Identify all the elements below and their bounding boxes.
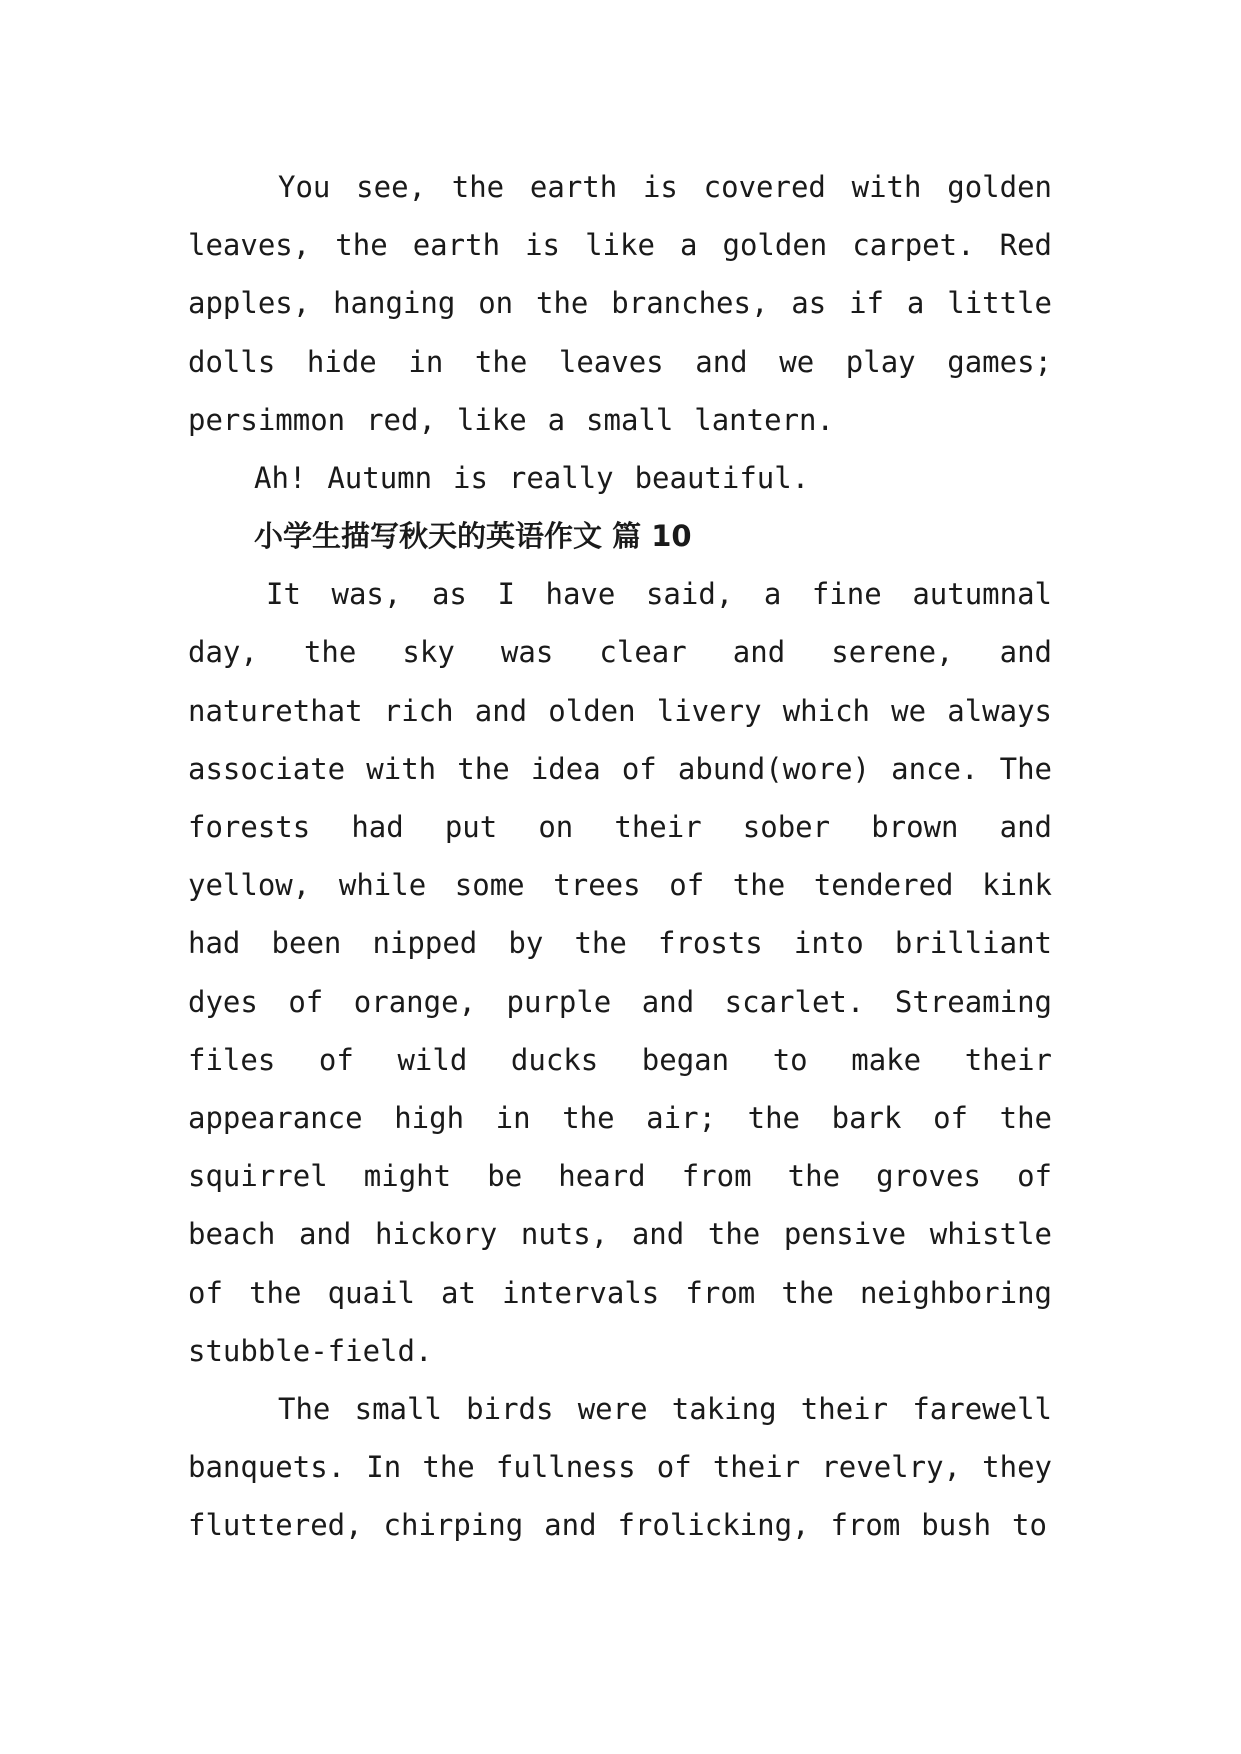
section-heading: 小学生描写秋天的英语作文 篇 10: [254, 519, 692, 553]
text-block-section-10: [188, 507, 1052, 1555]
paragraph-earth-golden-leaves: You see, the earth is covered with golden leaves, the earth is like a golden carpet. Red apples, hanging on the branches, as if a little dolls hide in the leaves and we play games; persimmon red, like a small lantern.: [188, 170, 1052, 437]
paragraph-autumnal-day: It was, as I have said, a fine autumnal day, the sky was clear and serene, and naturethat rich and olden livery which we always associate with the idea of abund(wore) ance. The forests had put on their sober brown and yellow, while some trees of the tendered kink had been nipped by the frosts into brilliant dyes of orange, purple and scarlet. Streaming files of wild ducks began to make their appearance high in the air; the bark of the squirrel might be heard from the groves of beach and hickory nuts, and the pensive whistle of the quail at intervals from the neighboring stubble-field.: [188, 577, 1052, 1368]
paragraph-autumn-beautiful: Ah! Autumn is really beautiful.: [254, 461, 810, 496]
paragraph-small-birds: The small birds were taking their farewell banquets. In the fullness of their revelry, they fluttered, chirping and frolicking, from bush to: [188, 1392, 1052, 1543]
text-block-top: [188, 158, 1052, 507]
